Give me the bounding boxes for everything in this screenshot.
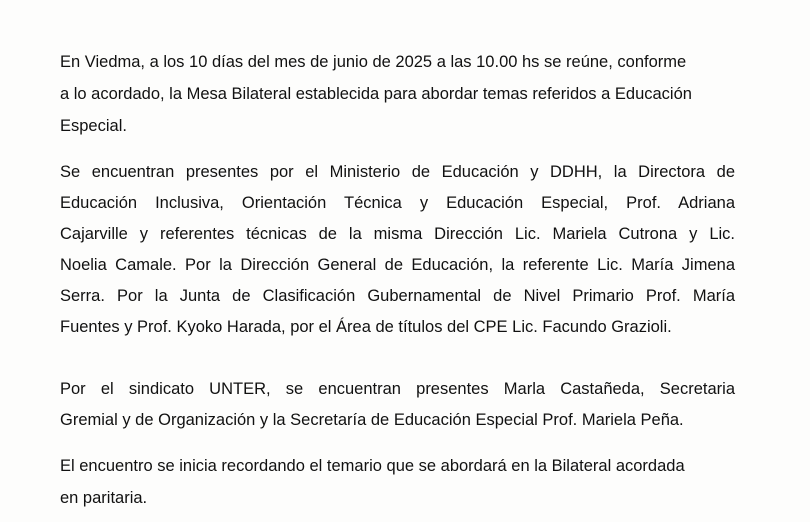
text-line: Por el sindicato UNTER, se encuentran presentes Marla Castañeda, Secretaria	[60, 380, 735, 398]
text-line: En Viedma, a los 10 días del mes de junio de 2025 a las 10.00 hs se reúne, conforme	[60, 53, 687, 71]
text-line: Noelia Camale. Por la Dirección General de Educación, la referente Lic. María Jimena	[60, 256, 735, 274]
text-line: Fuentes y Prof. Kyoko Harada, por el Área de títulos del CPE Lic. Facundo Grazioli.	[60, 318, 672, 336]
text-line: Educación Inclusiva, Orientación Técnica y Educación Especial, Prof. Adriana	[60, 194, 735, 212]
text-line: El encuentro se inicia recordando el temario que se abordará en la Bilateral acordada	[60, 457, 685, 475]
text-line: Especial.	[60, 117, 127, 135]
text-line: Gremial y de Organización y la Secretaría de Educación Especial Prof. Mariela Peña.	[60, 411, 684, 429]
text-line: Cajarville y referentes técnicas de la misma Dirección Lic. Mariela Cutrona y Lic.	[60, 225, 735, 243]
text-line: Se encuentran presentes por el Ministerio de Educación y DDHH, la Directora de	[60, 163, 735, 181]
text-line: a lo acordado, la Mesa Bilateral establecida para abordar temas referidos a Educación	[60, 85, 692, 103]
text-line: Serra. Por la Junta de Clasificación Gubernamental de Nivel Primario Prof. María	[60, 287, 735, 305]
text-line: en paritaria.	[60, 489, 148, 507]
